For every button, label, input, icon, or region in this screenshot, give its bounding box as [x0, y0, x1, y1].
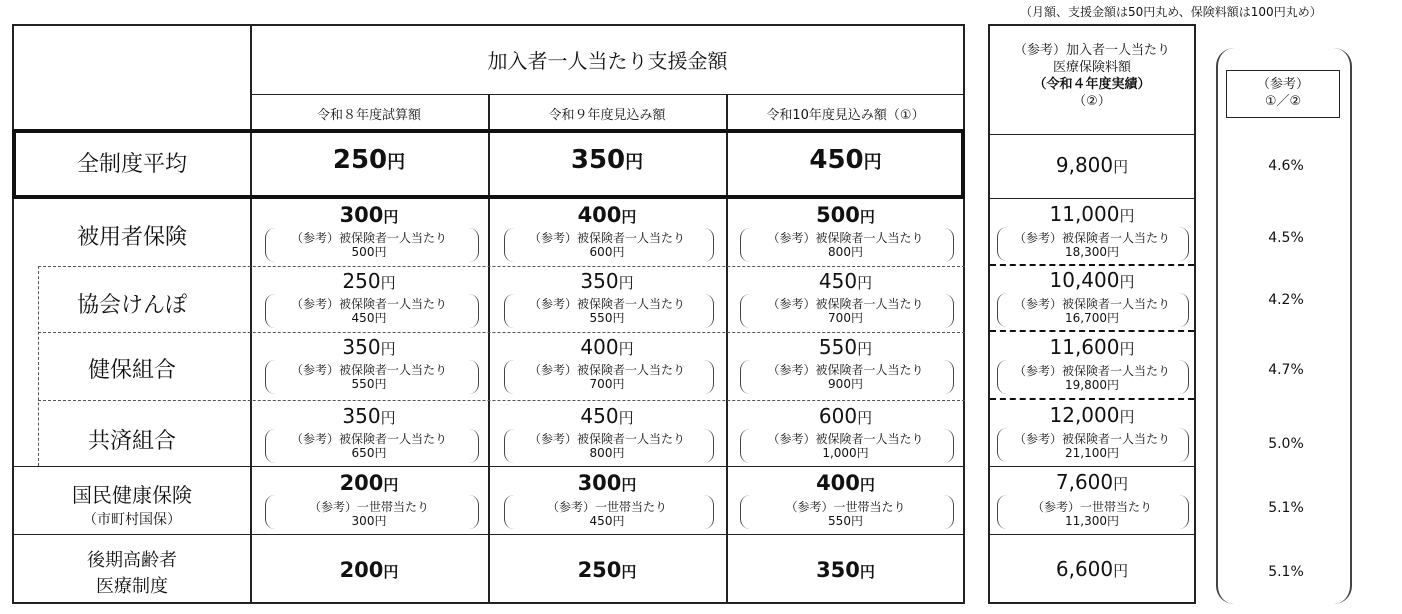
amount-cell: 350円: [816, 558, 875, 582]
premium-cell: 7,600円: [1055, 470, 1129, 494]
rounding-note: （月額、支援金額は50円丸め、保険料額は100円丸め）: [1020, 5, 1322, 19]
premium-reference: （参考）被保険者一人当たり 19,800円: [1013, 364, 1170, 392]
main-header: 加入者一人当たり支援金額: [487, 49, 728, 73]
premium-cell: 11,000円: [1049, 202, 1135, 226]
reference-note: （参考）被保険者一人当たり 450円: [290, 297, 447, 325]
amount-cell: 250円: [342, 269, 396, 293]
amount-cell: 400円: [577, 203, 637, 227]
row-label: 全制度平均: [76, 152, 187, 177]
row-label: 共済組合: [87, 429, 176, 454]
reference-note: （参考）被保険者一人当たり 550円: [290, 363, 447, 391]
ratio-value: 5.0%: [1268, 436, 1304, 452]
reference-note: （参考）被保険者一人当たり 800円: [767, 231, 924, 259]
amount-cell: 400円: [816, 471, 875, 495]
premium-reference: （参考）被保険者一人当たり 18,300円: [1013, 231, 1170, 259]
col-header-r10: 令和10年度見込み額（①）: [766, 108, 925, 123]
row-label: 被用者保険: [76, 225, 187, 250]
reference-note: （参考）被保険者一人当たり 700円: [528, 363, 685, 391]
ratio-header: （参考） ①／②: [1256, 77, 1309, 109]
premium-reference: （参考）被保険者一人当たり 21,100円: [1013, 432, 1170, 460]
ratio-column: [1216, 48, 1352, 604]
amount-cell: 250円: [332, 145, 406, 175]
reference-note: （参考）被保険者一人当たり 800円: [528, 432, 685, 460]
premium-header: （参考）加入者一人当たり 医療保険料額 （令和４年度実績） （②）: [1013, 43, 1170, 109]
row-label: 国民健康保険: [72, 483, 192, 507]
amount-cell: 350円: [342, 335, 396, 359]
amount-cell: 350円: [580, 269, 634, 293]
ratio-value: 5.1%: [1268, 564, 1304, 580]
row-label: 後期高齢者: [87, 550, 177, 571]
amount-cell: 350円: [570, 145, 644, 175]
amount-cell: 200円: [339, 558, 399, 582]
reference-note: （参考）被保険者一人当たり 700円: [767, 297, 924, 325]
amount-cell: 450円: [580, 404, 634, 428]
reference-note: （参考）一世帯当たり 300円: [308, 500, 429, 528]
ratio-value: 4.6%: [1268, 158, 1304, 174]
row-label: 協会けんぽ: [76, 293, 187, 318]
amount-cell: 500円: [816, 203, 875, 227]
premium-reference: （参考）一世帯当たり 11,300円: [1031, 500, 1152, 528]
amount-cell: 300円: [339, 203, 399, 227]
reference-note: （参考）被保険者一人当たり 1,000円: [767, 432, 924, 460]
premium-cell: 10,400円: [1049, 268, 1135, 292]
amount-cell: 400円: [580, 335, 634, 359]
amount-cell: 450円: [809, 145, 882, 175]
col-header-r9: 令和９年度見込み額: [548, 108, 666, 123]
reference-note: （参考）一世帯当たり 550円: [785, 500, 906, 528]
row-label: 健保組合: [87, 358, 176, 383]
premium-cell: 6,600円: [1055, 557, 1129, 581]
ratio-value: 4.7%: [1268, 362, 1304, 378]
row-label-line2: 医療制度: [96, 576, 168, 597]
reference-note: （参考）被保険者一人当たり 500円: [290, 231, 447, 259]
premium-cell: 9,800円: [1055, 153, 1129, 177]
amount-cell: 550円: [818, 335, 873, 359]
ratio-value: 5.1%: [1268, 500, 1304, 516]
amount-cell: 450円: [818, 269, 873, 293]
reference-note: （参考）一世帯当たり 450円: [546, 500, 667, 528]
premium-reference: （参考）被保険者一人当たり 16,700円: [1013, 297, 1170, 325]
amount-cell: 250円: [577, 558, 637, 582]
reference-note: （参考）被保険者一人当たり 650円: [290, 432, 447, 460]
ratio-value: 4.5%: [1268, 230, 1304, 246]
premium-cell: 12,000円: [1049, 403, 1135, 427]
premium-cell: 11,600円: [1049, 335, 1135, 359]
reference-note: （参考）被保険者一人当たり 600円: [528, 231, 685, 259]
amount-cell: 300円: [577, 471, 637, 495]
amount-cell: 600円: [818, 404, 873, 428]
amount-cell: 350円: [342, 404, 396, 428]
ratio-value: 4.2%: [1268, 292, 1304, 308]
col-header-r8: 令和８年度試算額: [316, 108, 421, 123]
amount-cell: 200円: [339, 471, 399, 495]
reference-note: （参考）被保険者一人当たり 900円: [767, 363, 924, 391]
reference-note: （参考）被保険者一人当たり 550円: [528, 297, 685, 325]
row-sublabel: （市町村国保）: [83, 512, 181, 528]
